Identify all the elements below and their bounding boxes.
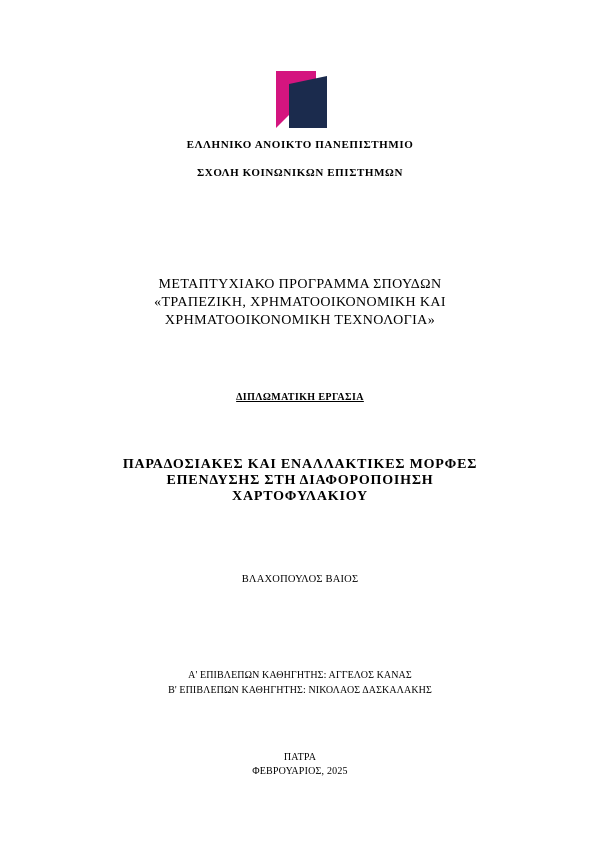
program-line-1: ΜΕΤΑΠΤΥΧΙΑΚΟ ΠΡΟΓΡΑΜΜΑ ΣΠΟΥΔΩΝ (158, 277, 442, 292)
date: ΦΕΒΡΟΥΑΡΙΟΣ, 2025 (252, 766, 348, 777)
thesis-title-line-1: ΠΑΡΑΔΟΣΙΑΚΕΣ ΚΑΙ ΕΝΑΛΛΑΚΤΙΚΕΣ ΜΟΡΦΕΣ (122, 457, 478, 472)
thesis-title-line-2: ΕΠΕΝΔΥΣΗΣ ΣΤΗ ΔΙΑΦΟΡΟΠΟΙΗΣΗ (166, 473, 434, 488)
author-name: ΒΛΑΧΟΠΟΥΛΟΣ ΒΑΙΟΣ (241, 574, 359, 585)
program-line-2: «ΤΡΑΠΕΖΙΚΗ, ΧΡΗΜΑΤΟΟΙΚΟΝΟΜΙΚΗ ΚΑΙ (154, 295, 446, 310)
school-name: ΣΧΟΛΗ ΚΟΙΝΩΝΙΚΩΝ ΕΠΙΣΤΗΜΩΝ (196, 167, 404, 179)
city: ΠΑΤΡΑ (283, 752, 317, 763)
program-line-3: ΧΡΗΜΑΤΟΟΙΚΟΝΟΜΙΚΗ ΤΕΧΝΟΛΟΓΙΑ» (164, 313, 436, 328)
thesis-label: ΔΙΠΛΩΜΑΤΙΚΗ ΕΡΓΑΣΙΑ (236, 392, 364, 403)
book-logo-icon (276, 71, 327, 128)
first-supervisor: Α' ΕΠΙΒΛΕΠΩΝ ΚΑΘΗΓΗΤΗΣ: ΑΓΓΕΛΟΣ ΚΑΝΑΣ (188, 670, 412, 681)
second-supervisor: Β' ΕΠΙΒΛΕΠΩΝ ΚΑΘΗΓΗΤΗΣ: ΝΙΚΟΛΑΟΣ ΔΑΣΚΑΛΑΚΗΣ (168, 685, 432, 696)
university-name: ΕΛΛΗΝΙΚΟ ΑΝΟΙΚΤΟ ΠΑΝΕΠΙΣΤΗΜΙΟ (186, 139, 414, 151)
thesis-title-line-3: ΧΑΡΤΟΦΥΛΑΚΙΟΥ (232, 489, 368, 504)
